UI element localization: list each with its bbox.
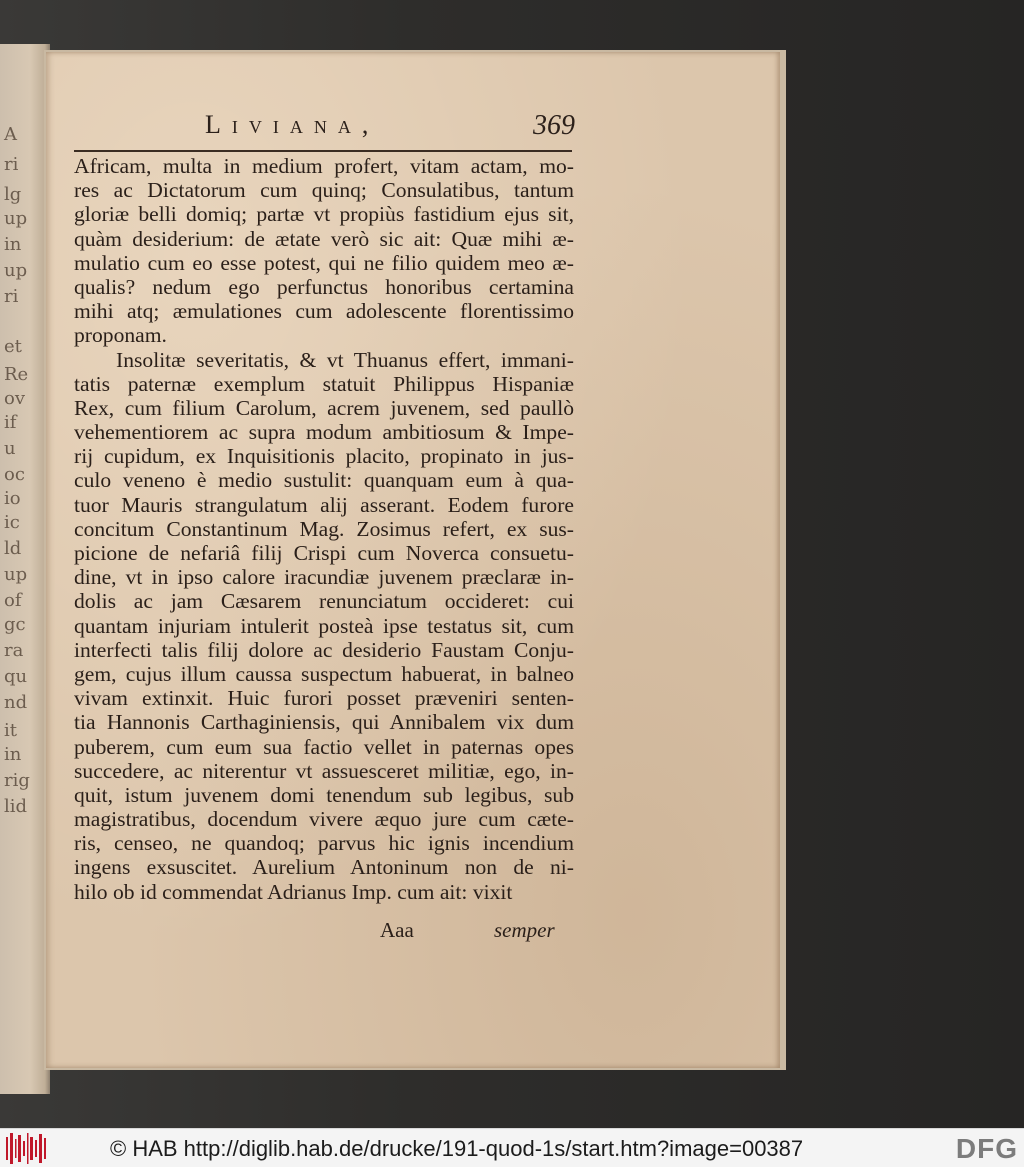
adjacent-page-fragment: ic <box>4 512 20 533</box>
text-line: culo veneno è medio sustulit: quanquam eum à qua- <box>74 468 574 493</box>
adjacent-page-fragment: ri <box>4 286 19 307</box>
adjacent-page-fragment: gc <box>4 614 26 635</box>
text-line: interfecti talis filij dolore ac desiderio Faustam Conju- <box>74 637 574 662</box>
adjacent-page-fragment: ra <box>4 640 24 661</box>
adjacent-page-fragment: nd <box>4 692 28 713</box>
adjacent-page-fragment: up <box>4 260 28 281</box>
text-line: succedere, ac niterentur vt assuesceret militiæ, ego, in- <box>74 758 574 783</box>
adjacent-page-fragment: it <box>4 720 17 741</box>
text-line: ris, censeo, ne quandoq; parvus hic ignis incendium <box>74 831 574 856</box>
text-line: magistratibus, docendum vivere æquo jure cum cæte- <box>74 807 574 832</box>
adjacent-page-fragment: of <box>4 590 22 611</box>
adjacent-page-fragment: lg <box>4 184 22 205</box>
running-head <box>205 110 575 142</box>
adjacent-page-fragment: in <box>4 234 22 255</box>
catchword: semper <box>494 918 555 942</box>
adjacent-page-fragment: oc <box>4 464 25 485</box>
adjacent-page-fragment: lid <box>4 796 28 817</box>
adjacent-page-fragment: ov <box>4 388 26 409</box>
dfg-logo: DFG <box>955 1133 1018 1164</box>
adjacent-page-fragment: up <box>4 564 28 585</box>
text-line: Insolitæ severitatis, & vt Thuanus effert, immani- <box>116 347 574 372</box>
text-line: hilo ob id commendat Adrianus Imp. cum ait: vixit <box>74 879 513 904</box>
text-line: quantam injuriam intulerit posteà ipse testatus sit, cum <box>74 613 574 638</box>
header-rule <box>74 150 572 152</box>
text-line: tuor Mauris strangulatum alij asserant. Eodem furore <box>74 492 574 517</box>
adjacent-page-fragment: et <box>4 336 22 357</box>
text-line: vehementiorem ac supra modum ambitiosum & Impe- <box>74 420 574 445</box>
adjacent-page-fragment: ld <box>4 538 22 559</box>
text-line: dine, vt in ipso calore iracundiæ juvenem præclaræ in- <box>74 565 574 590</box>
text-line: gloriæ belli domiq; partæ vt propiùs fastidium ejus sit, <box>74 202 574 227</box>
text-line: gem, cujus illum caussa suspectum habuerat, in balneo <box>74 661 574 686</box>
adjacent-page-fragment: qu <box>4 666 28 687</box>
adjacent-page-fragment: rig <box>4 770 30 791</box>
adjacent-page-fragment: io <box>4 488 21 509</box>
barcode-icon <box>6 1133 46 1164</box>
adjacent-page-fragment: if <box>4 412 17 433</box>
text-line: qualis? nedum ego perfunctus honoribus certamina <box>74 274 574 299</box>
adjacent-page-fragment: u <box>4 438 16 459</box>
text-line: ingens exsuscitet. Aurelium Antoninum non de ni- <box>74 855 574 880</box>
signature-mark: Aaa <box>380 918 414 942</box>
viewer-footer <box>0 1128 1024 1167</box>
text-line: rij cupidum, ex Inquisitionis placito, propinato in jus- <box>74 444 574 469</box>
page-number: 369 <box>533 110 575 141</box>
text-line: vivam extinxit. Huic furori posset præveniri senten- <box>74 686 574 711</box>
text-line: proponam. <box>74 323 167 348</box>
adjacent-page-fragment: ri <box>4 154 19 175</box>
text-line: Rex, cum filium Carolum, acrem juvenem, sed paullò <box>74 395 574 420</box>
text-line: tatis paternæ exemplum statuit Philippus Hispaniæ <box>74 371 574 396</box>
text-line: quàm desiderium: de ætate verò sic ait: Quæ mihi æ- <box>74 226 574 251</box>
adjacent-page-fragment: A <box>4 124 17 145</box>
adjacent-page-fragment: up <box>4 208 28 229</box>
text-line: tia Hannonis Carthaginiensis, qui Annibalem vix dum <box>74 710 574 735</box>
adjacent-page-fragment: in <box>4 744 22 765</box>
text-line: Africam, multa in medium profert, vitam actam, mo- <box>74 154 574 178</box>
body-text <box>74 154 574 904</box>
text-line: mihi atq; æmulationes cum adolescente florentissimo <box>74 299 574 324</box>
text-line: picione de nefariâ filij Crispi cum Noverca consuetu- <box>74 541 574 565</box>
copyright-url[interactable]: © HAB http://diglib.hab.de/drucke/191-quod-1s/start.htm?image=00387 <box>110 1136 804 1161</box>
adjacent-page-edge <box>0 44 50 1094</box>
text-line: dolis ac jam Cæsarem renunciatum occideret: cui <box>74 589 574 614</box>
text-line: concitum Constantinum Mag. Zosimus refert, ex sus- <box>74 516 574 541</box>
text-line: res ac Dictatorum cum quinq; Consulatibus, tantum <box>74 178 574 203</box>
text-line: mulatio cum eo esse potest, qui ne filio quidem meo æ- <box>74 250 574 275</box>
text-line: quit, istum juvenem domi tenendum sub legibus, sub <box>74 782 574 807</box>
adjacent-page-fragment: Re <box>4 364 29 385</box>
text-line: puberem, cum eum sua factio vellet in paternas opes <box>74 734 574 759</box>
running-title: Liviana, <box>205 110 380 139</box>
